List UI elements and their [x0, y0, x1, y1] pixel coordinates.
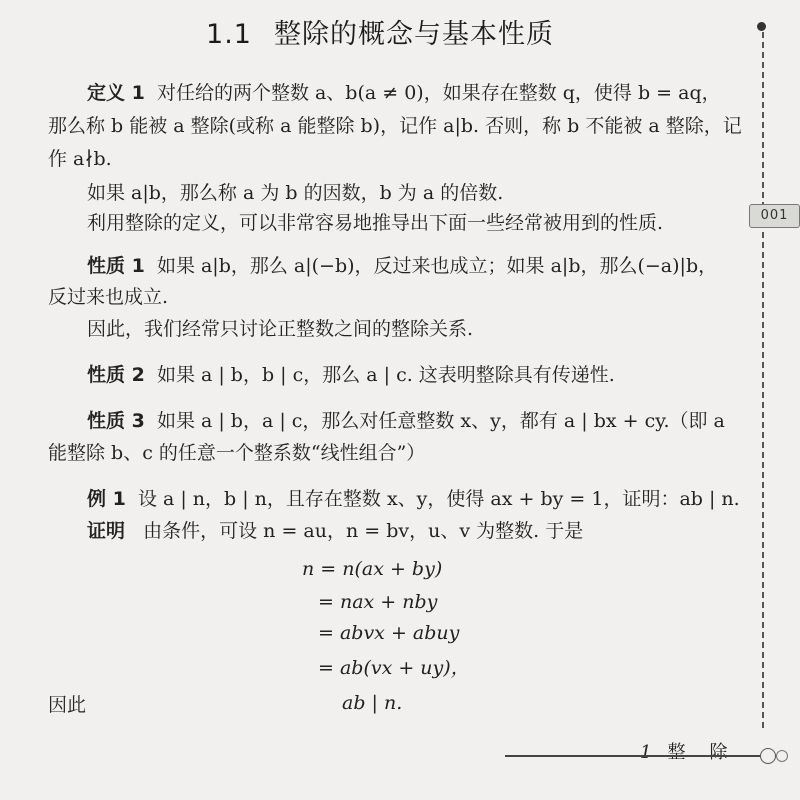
property-3-line-1 — [87, 408, 725, 434]
equation-line-4: = ab(vx + uy)， — [318, 657, 470, 679]
definition-1-line-3: 作 a∤b. — [48, 148, 112, 170]
margin-dashed-line — [762, 32, 764, 728]
example-1-text: 设 a | n，b | n，且存在整数 x、y，使得 ax + by = 1，证明：ab | n. — [137, 488, 740, 510]
positive-integers-paragraph: 因此，我们经常只讨论正整数之间的整除关系. — [87, 318, 474, 340]
conclusion-expression: ab | n. — [342, 692, 403, 714]
property-1-line-1 — [87, 253, 717, 279]
definition-1-line-2: 那么称 b 能被 a 整除(或称 a 能整除 b)，记作 a|b. 否则，称 b 不能被 a 整除，记 — [48, 115, 742, 137]
page-number-tab: 001 — [749, 204, 800, 228]
margin-dot-icon — [757, 22, 766, 31]
definition-1-text-1: 对任给的两个整数 a、b(a ≠ 0)，如果存在整数 q，使得 b = aq， — [156, 82, 721, 104]
section-heading: 整除的概念与基本性质 — [273, 19, 554, 50]
definition-1-line-1 — [87, 80, 721, 106]
property-2-label: 性质 2 — [87, 364, 145, 386]
footer-rule — [505, 755, 760, 757]
proof-line — [87, 518, 583, 544]
example-1-label: 例 1 — [87, 488, 126, 510]
property-3-label: 性质 3 — [87, 410, 145, 432]
footer-ring-icon — [760, 748, 776, 764]
property-1-text-1: 如果 a|b，那么 a|(−b)，反过来也成立；如果 a|b，那么(−a)|b， — [156, 255, 718, 277]
property-3-line-2: 能整除 b、c 的任意一个整系数“线性组合”） — [48, 442, 426, 464]
example-1-line — [87, 486, 740, 512]
proof-text: 由条件，可设 n = au，n = bv，u、v 为整数. 于是 — [143, 520, 584, 542]
factor-paragraph: 如果 a|b，那么称 a 为 b 的因数，b 为 a 的倍数. — [87, 182, 504, 204]
intro-paragraph: 利用整除的定义，可以非常容易地推导出下面一些经常被用到的性质. — [87, 212, 664, 234]
section-title — [0, 12, 760, 51]
property-1-label: 性质 1 — [87, 255, 145, 277]
chapter-footer — [640, 738, 751, 764]
property-1-line-2: 反过来也成立. — [48, 286, 169, 308]
equation-line-2: = nax + nby — [318, 591, 438, 613]
property-2-line — [87, 362, 615, 388]
chapter-name: 整除 — [667, 742, 752, 763]
equation-line-1: n = n(ax + by) — [302, 558, 443, 580]
proof-label: 证明 — [87, 520, 126, 542]
chapter-number: 1 — [640, 742, 654, 763]
definition-1-label: 定义 1 — [87, 82, 145, 104]
footer-small-ring-icon — [776, 750, 788, 762]
equation-line-3: = abvx + abuy — [318, 622, 460, 644]
property-3-text-1: 如果 a | b，a | c，那么对任意整数 x、y，都有 a | bx + cy.（即 a — [156, 410, 725, 432]
section-number: 1.1 — [206, 19, 252, 50]
property-2-text: 如果 a | b，b | c，那么 a | c. 这表明整除具有传递性. — [156, 364, 615, 386]
conclusion-label: 因此 — [48, 694, 87, 716]
